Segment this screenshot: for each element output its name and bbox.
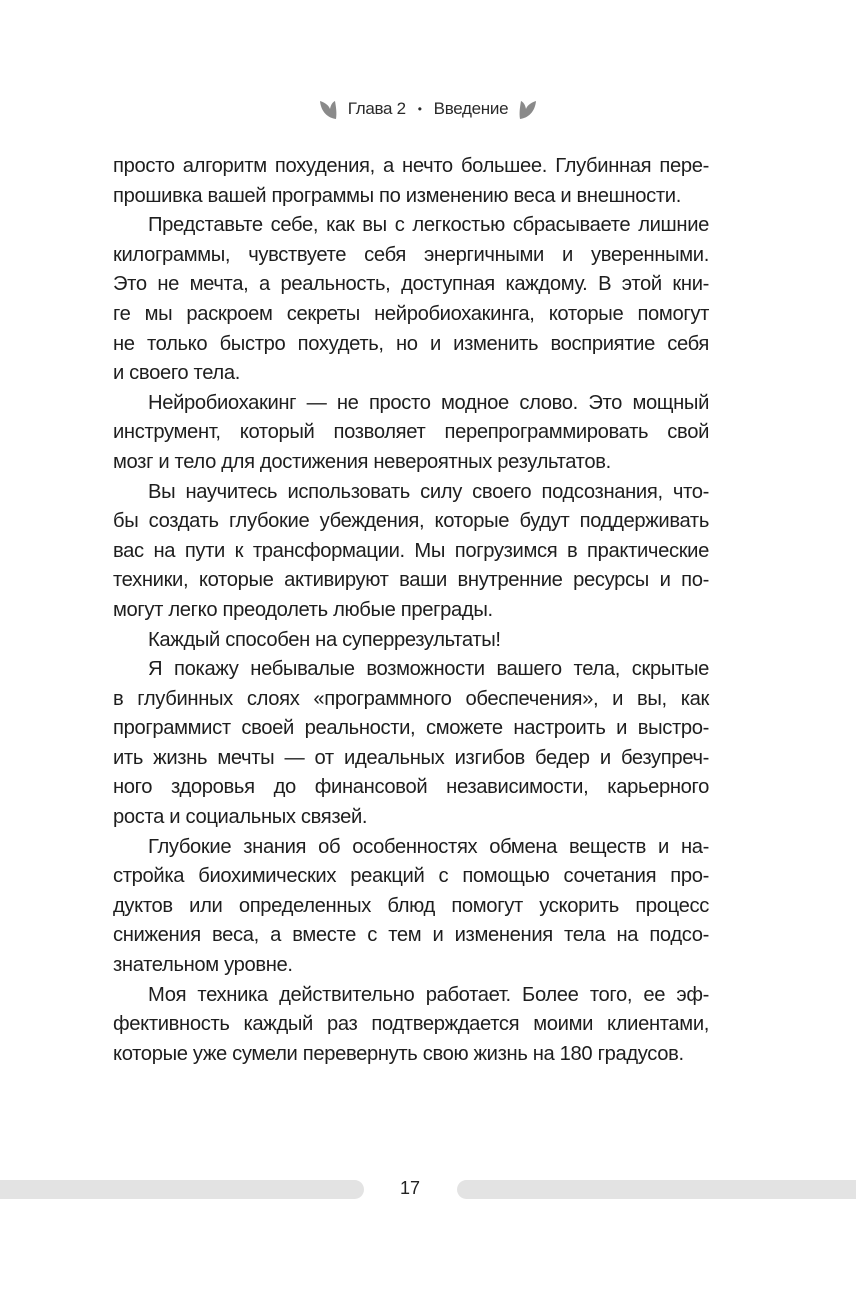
text-line: знательном уровне. [113, 954, 293, 977]
text-line: вас на пути к трансформации. Мы погрузимся в практические [113, 539, 709, 562]
header-separator: • [417, 102, 422, 116]
footer-bar-left [0, 1180, 364, 1199]
text-line: ге мы раскроем секреты нейробиохакинга, которые помогут [113, 302, 709, 325]
paragraph [113, 981, 709, 1070]
paragraph [113, 478, 709, 626]
text-line: дуктов или определенных блюд помогут ускорить процесс [113, 894, 709, 917]
paragraph [113, 152, 709, 211]
text-line: Вы научитесь использовать силу своего подсознания, что- [148, 480, 709, 503]
text-line: роста и социальных связей. [113, 806, 368, 829]
paragraph [113, 389, 709, 478]
text-line: Это не мечта, а реальность, доступная каждому. В этой кни- [113, 273, 709, 296]
text-line: снижения веса, а вместе с тем и изменения тела на подсо- [113, 924, 709, 947]
text-line: и своего тела. [113, 362, 240, 385]
text-line: инструмент, который позволяет перепрограммировать свой [113, 421, 709, 444]
body-text [113, 152, 709, 1069]
text-line: просто алгоритм похудения, а нечто большее. Глубинная пере- [113, 155, 709, 177]
text-line: килограммы, чувствуете себя энергичными и уверенными. [113, 243, 709, 266]
text-line: Я покажу небывалые возможности вашего тела, скрытые [148, 658, 709, 681]
text-line: в глубинных слоях «программного обеспечения», и вы, как [113, 687, 709, 710]
text-line: ного здоровья до финансовой независимости, карьерного [113, 776, 709, 799]
paragraph [113, 833, 709, 981]
paragraph [113, 626, 709, 656]
page-number: 17 [399, 1178, 421, 1198]
text-line: Каждый способен на суперрезультаты! [148, 628, 501, 651]
text-line: прошивка вашей программы по изменению веса и внешности. [113, 184, 681, 207]
footer-bar-right [457, 1180, 856, 1199]
text-line: могут легко преодолеть любые преграды. [113, 598, 493, 621]
section-label: Введение [433, 99, 509, 118]
text-line: мозг и тело для достижения невероятных результатов. [113, 450, 611, 473]
text-line: бы создать глубокие убеждения, которые будут поддерживать [113, 510, 709, 533]
chapter-label: Глава 2 [347, 99, 406, 118]
text-line: Нейробиохакинг — не просто модное слово. Это мощный [148, 391, 709, 414]
text-line: стройка биохимических реакций с помощью сочетания про- [113, 865, 709, 888]
paragraph [113, 211, 709, 389]
text-line: техники, которые активируют ваши внутренние ресурсы и по- [113, 569, 709, 592]
text-line: Моя техника действительно работает. Более того, ее эф- [148, 983, 709, 1006]
text-line: Представьте себе, как вы с легкостью сбрасываете лишние [148, 214, 709, 237]
text-line: фективность каждый раз подтверждается моими клиентами, [113, 1013, 709, 1036]
running-header [0, 98, 856, 120]
text-line: которые уже сумели перевернуть свою жизнь на 180 градусов. [113, 1042, 684, 1065]
leaf-right-icon [518, 98, 538, 120]
text-line: Глубокие знания об особенностях обмена веществ и на- [148, 835, 709, 858]
text-line: ить жизнь мечты — от идеальных изгибов бедер и безупреч- [113, 746, 709, 769]
leaf-left-icon [318, 98, 338, 120]
paragraph [113, 655, 709, 833]
text-line: не только быстро похудеть, но и изменить восприятие себя [113, 332, 709, 355]
text-line: программист своей реальности, сможете настроить и выстро- [113, 717, 709, 740]
